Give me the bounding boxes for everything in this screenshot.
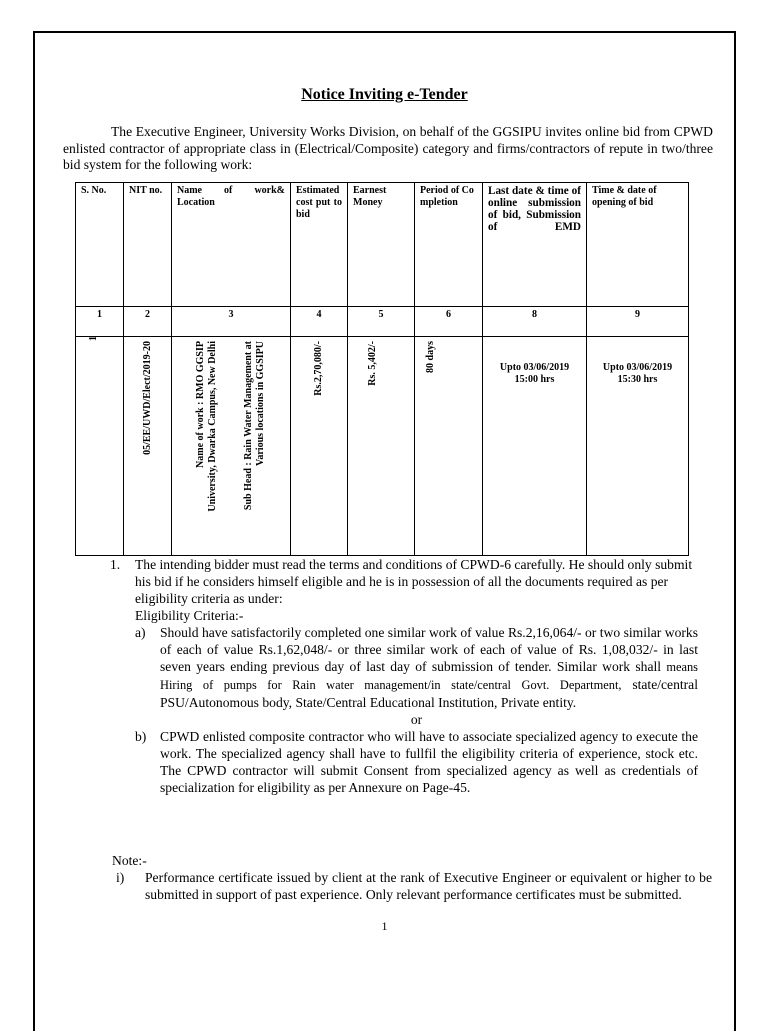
sno-value: 1	[88, 336, 99, 341]
col-number: 4	[291, 307, 348, 337]
header-estimate: Estimated cost put to bid	[291, 183, 348, 307]
earnest-value: Rs. 5,402/-	[367, 341, 378, 386]
criteria-a	[135, 624, 698, 711]
estimate-value: Rs.2,70,080/-	[313, 341, 324, 396]
work-name	[195, 341, 219, 512]
opening-line1: Upto 03/06/2019	[602, 362, 673, 373]
lastdate-line1: Upto 03/06/2019	[499, 362, 570, 373]
clause-text: The intending bidder must read the terms and conditions of CPWD-6 carefully. He should only submit his bid if he considers himself eligible and he is in possession of all the documents required as per eligibility criteria as under:	[135, 557, 693, 606]
work-name-line1: Name of work : RMO GGSIP	[195, 341, 207, 468]
criteria-a-text-1: Should have satisfactorily completed one similar work of value Rs.2,16,064/- or two similar works of each of value Rs.1,62,048/- or three similar work of each of value of Rs. 1,08,032/- in last seven years ending previous day of last day of submission of tender. Similar work shall	[160, 625, 698, 674]
tender-table	[75, 182, 689, 556]
header-sno: S. No.	[76, 183, 124, 307]
clause-1	[110, 556, 698, 796]
cell-lastdate	[483, 337, 587, 556]
or-separator: or	[410, 712, 423, 727]
header-opening: Time & date of opening of bid	[587, 183, 689, 307]
header-period: Period of Completion	[415, 183, 483, 307]
lastdate-value	[483, 362, 586, 386]
eligibility-heading: Eligibility Criteria:-	[135, 608, 244, 623]
note-item-text: Performance certificate issued by client at the rank of Executive Engineer or equivalent or higher to be submitted in support of past experience. Only relevant performance certificates must be submitted.	[145, 870, 712, 902]
cell-sno	[76, 337, 124, 556]
criteria-a-label: a)	[135, 625, 146, 640]
criteria-b	[135, 728, 698, 796]
lastdate-line2: 15:00 hrs	[514, 374, 555, 385]
cell-estimate	[291, 337, 348, 556]
note-heading: Note:-	[112, 853, 147, 868]
note-item-i	[116, 869, 712, 903]
criteria-b-label: b)	[135, 729, 147, 744]
note-item-label: i)	[116, 870, 125, 885]
col-number: 6	[415, 307, 483, 337]
nit-value: 05/EE/UWD/Elect/2019-20	[141, 341, 153, 455]
col-number: 8	[483, 307, 587, 337]
period-value: 80 days	[425, 341, 436, 373]
cell-nit	[124, 337, 172, 556]
criteria-a-text-2: means Hiring of pumps for Rain water management/in state/central Govt. Department,	[160, 660, 698, 692]
opening-line2: 15:30 hrs	[617, 374, 658, 385]
col-number: 1	[76, 307, 124, 337]
subhead-line2: Various locations in GGSIPU	[254, 341, 266, 466]
clause-section	[110, 556, 698, 796]
table-number-row	[76, 307, 689, 337]
page-title: Notice Inviting e-Tender	[301, 86, 468, 103]
header-name: Name of work& Location	[172, 183, 291, 307]
subhead	[243, 341, 267, 510]
intro-paragraph: The Executive Engineer, University Works Division, on behalf of the GGSIPU invites online bid from CPWD enlisted contractor of appropriate class in (Electrical/Composite) category and firms/contractors of repute in two/three bid system for the following work:	[63, 124, 713, 172]
col-number: 9	[587, 307, 689, 337]
table-row	[76, 337, 689, 556]
header-earnest: Earnest Money	[348, 183, 415, 307]
col-number: 5	[348, 307, 415, 337]
page-number: 1	[381, 919, 388, 933]
header-lastdate: Last date & time of online submission of bid, Submission of EMD	[483, 183, 587, 307]
criteria-b-text: CPWD enlisted composite contractor who will have to associate specialized agency to execute the work. The specialized agency shall have to fullfil the eligibility criteria of experience, stock etc. The CPWD contractor will submit Consent from specialized agency as well as credentials of specialization for eligibility as per Annexure on Page-45.	[160, 729, 698, 795]
cell-period	[415, 337, 483, 556]
subhead-line1: Sub Head : Rain Water Management at	[242, 341, 254, 511]
cell-opening	[587, 337, 689, 556]
col-number: 3	[172, 307, 291, 337]
document-page	[33, 31, 736, 1031]
opening-value	[587, 362, 688, 386]
note-section	[112, 852, 712, 903]
criteria-a-text-3: state/central PSU/Autonomous body, State/Central Educational Institution, Private entity.	[160, 677, 698, 710]
header-nit: NIT no.	[124, 183, 172, 307]
col-number: 2	[124, 307, 172, 337]
table-header-row	[76, 183, 689, 307]
clause-number: 1.	[110, 557, 121, 572]
work-name-line2: University, Dwarka Campus, New Delhi	[207, 341, 219, 512]
cell-earnest	[348, 337, 415, 556]
cell-name	[172, 337, 291, 556]
